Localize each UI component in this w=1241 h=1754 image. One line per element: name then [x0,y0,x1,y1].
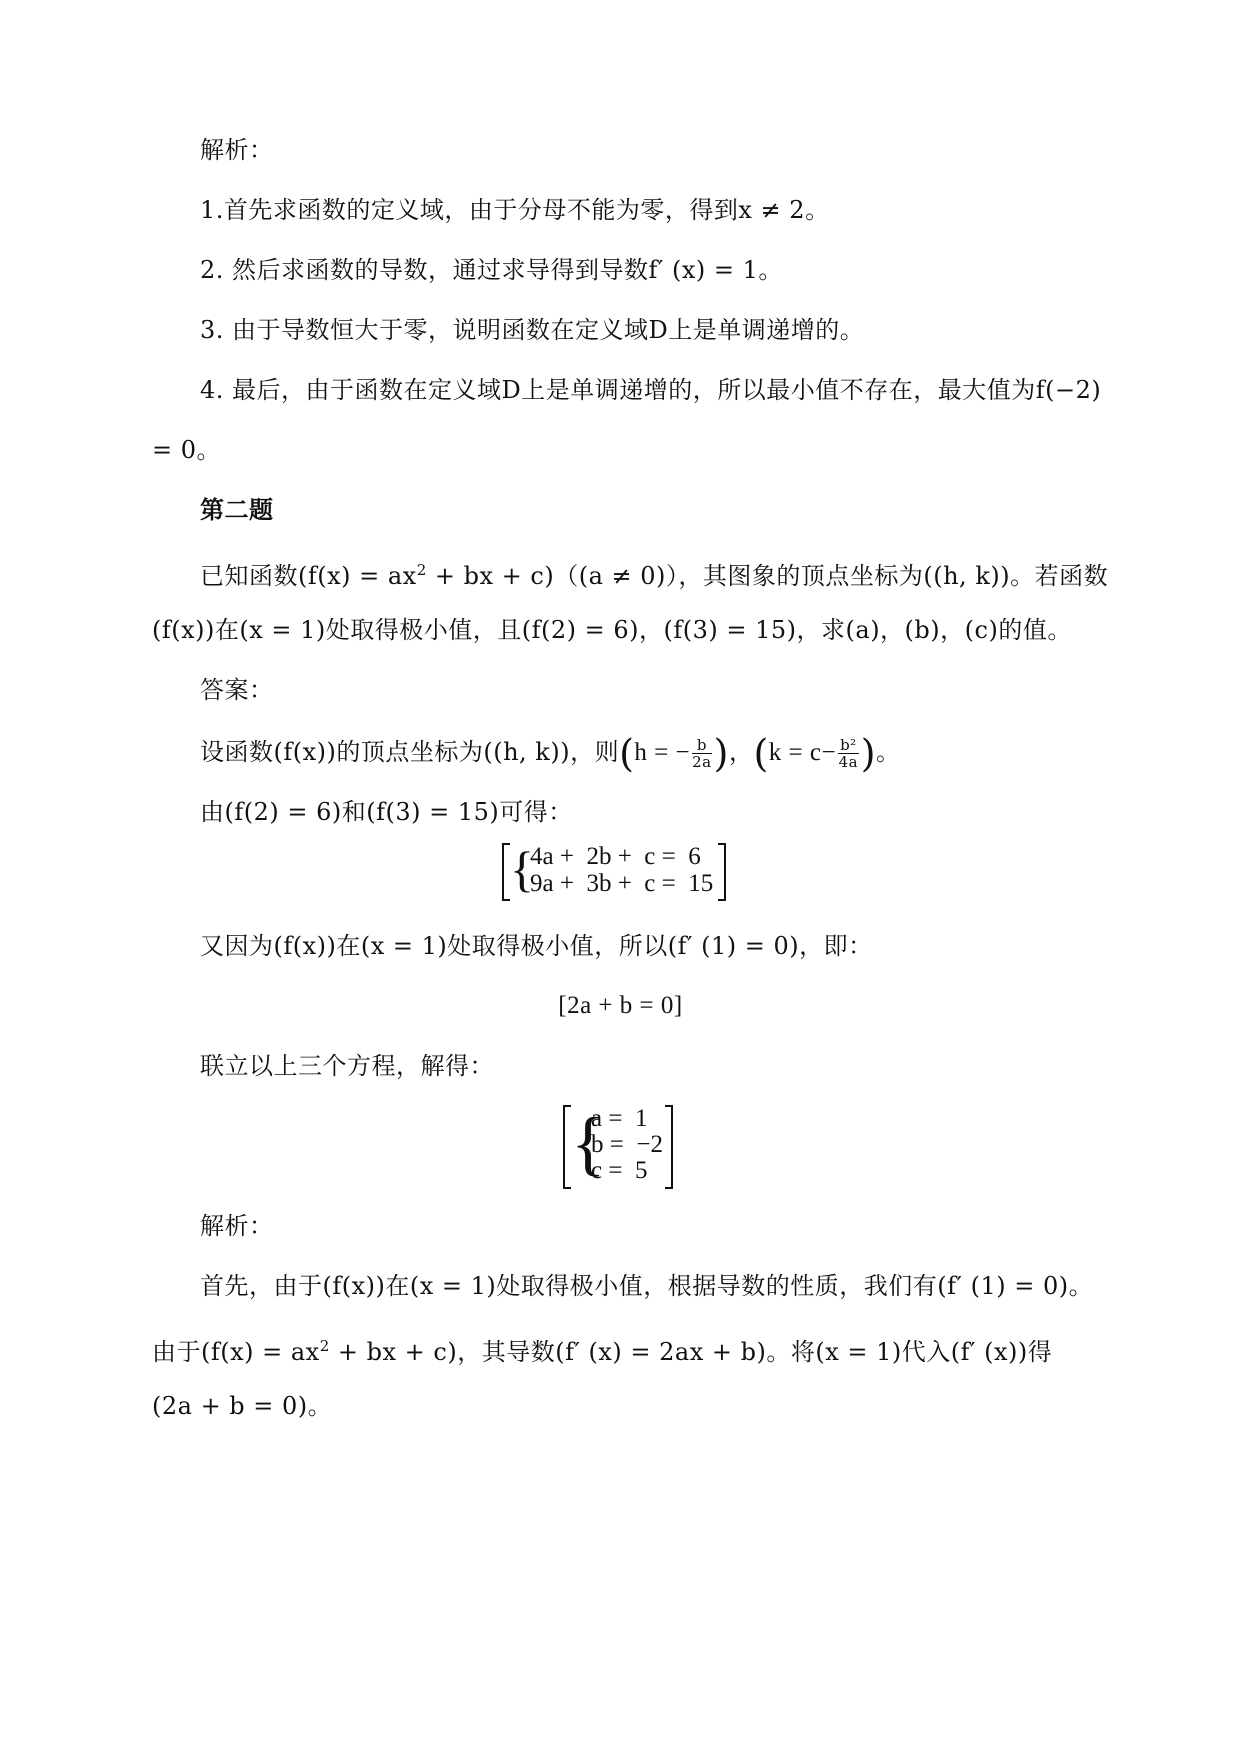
from-conditions-text: 由(f(2) = 6)和(f(3) = 15)可得： [200,798,573,826]
statement-text-a: 已知函数(f(x) = ax [200,562,417,590]
analysis-2-line-1: 首先，由于(f(x))在(x = 1)处取得极小值，根据导数的性质，我们有(f′ (1) = 0)。 [200,1272,1094,1300]
system-1-equation-1: 4a + 2b + c = 6 [530,843,701,870]
system-1-equation-2: 9a + 3b + c = 15 [530,870,714,897]
analysis-heading: 解析： [200,136,274,164]
solution-system [563,1105,673,1189]
statement-text-b: + bx + c)（(a ≠ 0)），其图象的顶点坐标为((h, k))。若函数 [426,562,1109,590]
vertex-k: k = c− [768,739,837,766]
solution-a: a = 1 [591,1105,648,1132]
analysis-2-line-2 [152,1330,1052,1368]
analysis-2-text-a: 由于(f(x) = ax [152,1338,320,1366]
statement-superscript: 2 [416,561,427,579]
analysis-2-line-3: (2a + b = 0)。 [152,1392,333,1420]
analysis-step-4-continued: = 0。 [152,436,222,464]
close-paren: ) [860,731,877,776]
right-bracket [718,843,726,901]
single-equation: [2a + b = 0] [558,992,683,1019]
analysis-step-3: 3. 由于导数恒大于零，说明函数在定义域D上是单调递增的。 [200,316,865,344]
k-fraction-numerator: b² [840,736,857,754]
close-paren: ) [713,731,729,776]
because-text: 又因为(f(x))在(x = 1)处取得极小值，所以(f′ (1) = 0)，即： [200,932,873,960]
left-bracket [502,843,510,901]
analysis-step-2: 2. 然后求函数的导数，通过求导得到导数f′ (x) = 1。 [200,256,783,284]
combine-text: 联立以上三个方程，解得： [200,1052,494,1080]
k-fraction [838,737,859,770]
problem-title: 第二题 [200,496,274,524]
h-fraction-numerator: b [692,737,712,754]
left-brace: { [571,1103,606,1183]
analysis-step-4: 4. 最后，由于函数在定义域D上是单调递增的，所以最小值不存在，最大值为f(−2) [200,376,1102,404]
open-paren: ( [619,731,635,776]
k-fraction-denominator: 4a [838,753,859,771]
problem-statement-line-2: (f(x))在(x = 1)处取得极小值，且(f(2) = 6)，(f(3) = 15)，求(a)，(b)，(c)的值。 [152,616,1072,644]
analysis-2-heading: 解析： [200,1212,274,1240]
solution-b: b = −2 [591,1131,663,1158]
answer-heading: 答案： [200,676,274,704]
vertex-text: 设函数(f(x))的顶点坐标为((h, k))，则 [200,738,620,766]
vertex-h: h = − [634,739,691,766]
h-fraction [692,737,712,770]
analysis-2-text-b: + bx + c)，其导数(f′ (x) = 2ax + b)。将(x = 1)代入(f′ (x))得 [329,1338,1053,1366]
solution-c: c = 5 [591,1157,648,1184]
left-bracket [563,1105,571,1189]
right-bracket [665,1105,673,1189]
analysis-step-1: 1.首先求函数的定义域，由于分母不能为零，得到x ≠ 2。 [200,196,830,224]
analysis-2-superscript: 2 [319,1337,330,1355]
left-brace: { [510,841,534,897]
open-paren: ( [753,731,769,776]
vertex-separator: ， [728,738,754,766]
vertex-end: 。 [876,738,901,766]
vertex-formula-line [200,731,901,776]
system-of-equations-1 [502,843,726,901]
problem-statement-line-1 [200,554,1108,592]
h-fraction-denominator: 2a [692,753,712,771]
